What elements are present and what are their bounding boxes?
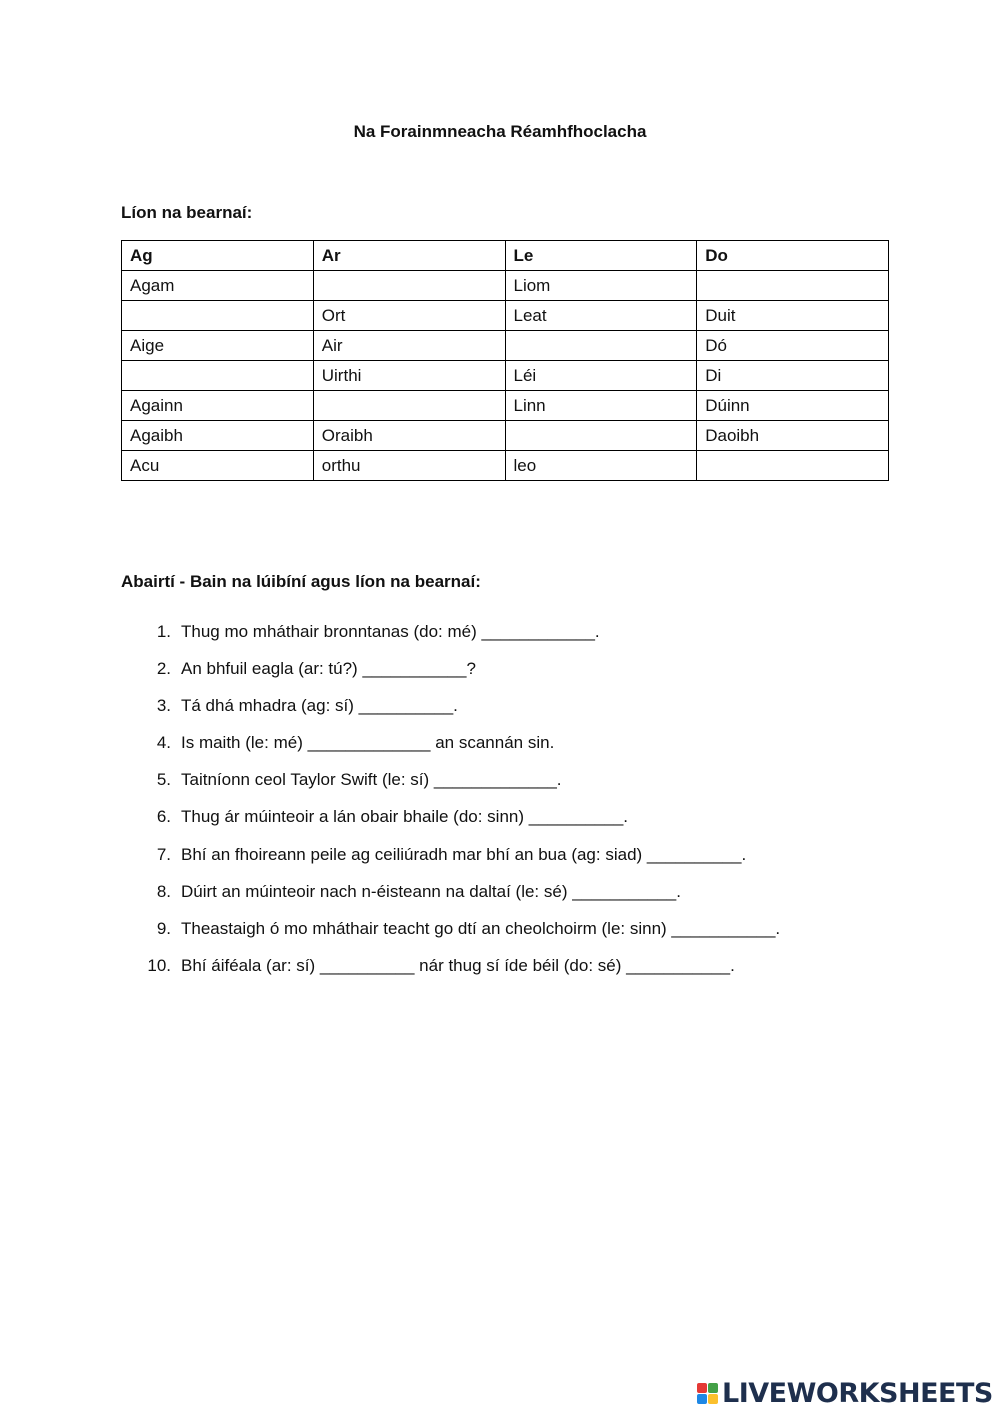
item-number: 3. [156,696,171,716]
table-heading: Líon na bearnaí: [121,203,253,222]
list-item [121,616,881,653]
item-number: 5. [156,770,171,790]
table-cell: Liom [505,271,697,301]
column-header: Do [697,241,889,271]
table-cell: Di [697,361,889,391]
table-cell: Acu [122,451,314,481]
item-number: 7. [156,844,171,864]
sentence-text: Bhí an fhoireann peile ag ceiliúradh mar bhí an bua (ag: siad) __________. [181,844,747,864]
list-item [121,913,881,950]
item-number: 10. [147,955,171,975]
table-row [122,301,889,331]
table-cell: Duit [697,301,889,331]
logo-text: LIVEWORKSHEETS [722,1377,993,1409]
item-number: 4. [156,733,171,753]
logo-block [708,1394,718,1404]
table-row [122,361,889,391]
liveworksheets-logo [697,1378,993,1408]
blank-cell[interactable] [697,451,889,481]
table-header-row [122,241,889,271]
blank-cell[interactable] [313,271,505,301]
sentence-text: Thug ár múinteoir a lán obair bhaile (do: sinn) __________. [181,807,629,827]
sentence-text: Thug mo mháthair bronntanas (do: mé) ____________. [181,622,600,641]
item-number: 6. [156,807,171,827]
table-cell: Uirthi [313,361,505,391]
list-item [121,690,881,727]
blank-cell[interactable] [313,391,505,421]
sentence-text: Theastaigh ó mo mháthair teacht go dtí an cheolchoirm (le: sinn) ___________. [181,918,781,938]
sentence-text: Is maith (le: mé) _____________ an scannán sin. [181,733,555,753]
page-title: Na Forainmneacha Réamhfhoclacha [353,122,647,141]
sentence-text: Dúirt an múinteoir nach n-éisteann na daltaí (le: sé) ___________. [181,881,681,901]
table-row [122,421,889,451]
list-item [121,764,881,801]
table-cell: Ort [313,301,505,331]
table-cell: Air [313,331,505,361]
table-row [122,331,889,361]
table-cell: Agaibh [122,421,314,451]
table-cell: Léi [505,361,697,391]
blank-cell[interactable] [122,301,314,331]
table-cell: leo [505,451,697,481]
sentence-text: Taitníonn ceol Taylor Swift (le: sí) _____________. [181,770,562,790]
table-cell: Dúinn [697,391,889,421]
table-cell: Oraibh [313,421,505,451]
column-header: Ar [313,241,505,271]
logo-blocks-icon [697,1383,718,1404]
list-item [121,950,881,987]
table-cell: Againn [122,391,314,421]
prepositions-table [121,240,889,481]
sentence-text: Bhí áiféala (ar: sí) __________ nár thug sí íde béil (do: sé) ___________. [181,955,735,975]
table-row [122,391,889,421]
table-cell: Linn [505,391,697,421]
sentence-list [121,616,881,987]
item-number: 1. [156,622,171,641]
blank-cell[interactable] [697,271,889,301]
logo-block [697,1394,707,1404]
blank-cell[interactable] [505,331,697,361]
sentence-text: Tá dhá mhadra (ag: sí) __________. [181,696,458,716]
column-header: Ag [122,241,314,271]
table-cell: Dó [697,331,889,361]
list-item [121,727,881,764]
item-number: 2. [156,659,171,679]
logo-block [708,1383,718,1393]
blank-cell[interactable] [122,361,314,391]
list-item [121,876,881,913]
blank-cell[interactable] [505,421,697,451]
list-item [121,839,881,876]
table-cell: Leat [505,301,697,331]
logo-block [697,1383,707,1393]
column-header: Le [505,241,697,271]
sentence-text: An bhfuil eagla (ar: tú?) ___________? [181,659,476,679]
item-number: 8. [156,881,171,901]
table-row [122,271,889,301]
table-cell: orthu [313,451,505,481]
list-item [121,653,881,690]
sentences-heading: Abairtí - Bain na lúibíní agus líon na bearnaí: [121,572,481,591]
table-cell: Daoibh [697,421,889,451]
table-cell: Agam [122,271,314,301]
table-row [122,451,889,481]
table-cell: Aige [122,331,314,361]
list-item [121,801,881,838]
item-number: 9. [156,918,171,938]
